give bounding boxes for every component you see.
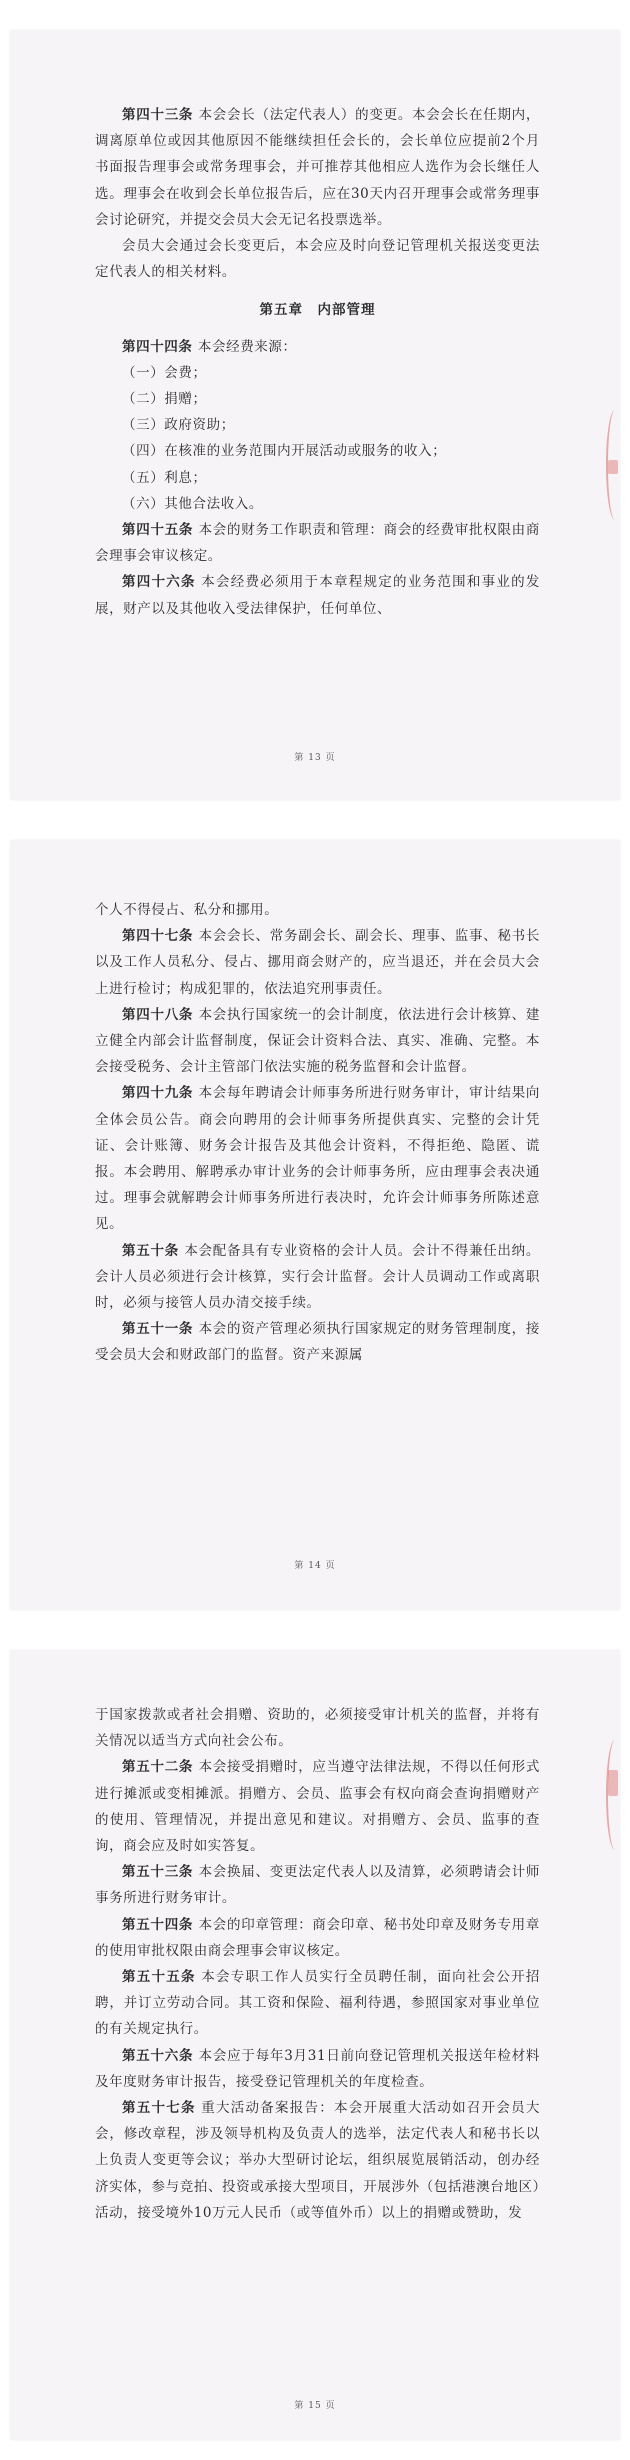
article-number: 第五十一条 (122, 1321, 194, 1338)
seal-stamp-mark (608, 1770, 618, 1796)
article-text: 本会的印章管理：商会印章、秘书处印章及财务专用章的使用审批权限由商会理事会审议核定。 (95, 1916, 541, 1959)
article-55 (95, 1964, 540, 2043)
document-page-14 (10, 840, 620, 1610)
article-number: 第五十三条 (122, 1864, 194, 1881)
article-number: 第四十六条 (122, 574, 196, 591)
article-text: 本会换届、变更法定代表人以及清算，必须聘请会计师事务所进行财务审计。 (95, 1864, 541, 1907)
article-number: 第五十四条 (122, 1916, 194, 1933)
article-43 (95, 102, 540, 233)
article-44 (95, 334, 540, 360)
article-text: 本会的财务工作职责和管理：商会的经费审批权限由商会理事会审议核定。 (95, 522, 541, 565)
page-number: 第 14 页 (294, 1561, 336, 1571)
article-number: 第四十七条 (122, 928, 194, 945)
article-number: 第五十条 (122, 1242, 179, 1259)
article-number: 第五十七条 (122, 2100, 196, 2117)
paragraph-text: 于国家拨款或者社会捐赠、资助的，必须接受审计机关的监督，并将有关情况以适当方式向社会公布。 (95, 1707, 540, 1750)
page-body (95, 897, 540, 1369)
list-item: （三）政府资助； (122, 417, 235, 434)
paragraph-text: 会员大会通过会长变更后，本会应及时向登记管理机关报送变更法定代表人的相关材料。 (95, 238, 540, 281)
list-item: （六）其他合法收入。 (122, 495, 263, 512)
article-text: 重大活动备案报告：本会开展重大活动如召开会员大会，修改章程，涉及领导机构及负责人的选举，法定代表人和秘书长以上负责人变更等会议；举办大型研讨论坛，组织展览展销活动，创办经济实体，参与竞拍、投资或承接大型项目，开展涉外（包括港澳台地区）活动，接受境外10万元人民币（或等值外币）以上的捐赠或赞助，发 (95, 2100, 540, 2221)
article-57 (95, 2095, 540, 2226)
article-text: 本会专职工作人员实行全员聘任制，面向社会公开招聘，并订立劳动合同。其工资和保险、福利待遇，参照国家对事业单位的有关规定执行。 (95, 1969, 540, 2038)
document-page-13 (10, 30, 620, 800)
list-item: （五）利息； (122, 469, 207, 486)
article-49 (95, 1080, 540, 1237)
page-body (95, 1702, 540, 2226)
article-text: 本会接受捐赠时，应当遵守法律法规，不得以任何形式进行摊派或变相摊派。捐赠方、会员、监事会有权向商会查询捐赠财产的使用、管理情况，并提出意见和建议。对捐赠方、会员、监事的查询，商会应及时如实答复。 (95, 1759, 541, 1855)
seal-stamp-mark (608, 460, 618, 474)
article-52 (95, 1754, 540, 1859)
article-54 (95, 1912, 540, 1964)
article-text: 本会配备具有专业资格的会计人员。会计不得兼任出纳。会计人员必须进行会计核算，实行会计监督。会计人员调动工作或离职时，必须与接管人员办清交接手续。 (95, 1242, 541, 1312)
article-number: 第四十五条 (122, 522, 194, 539)
article-number: 第四十四条 (122, 338, 193, 355)
article-number: 第四十九条 (122, 1085, 194, 1102)
chapter-heading: 第五章 内部管理 (259, 302, 376, 319)
page-number: 第 13 页 (294, 753, 336, 763)
list-item: （四）在核准的业务范围内开展活动或服务的收入； (122, 443, 447, 460)
article-text: 本会会长（法定代表人）的变更。本会会长在任期内，调离原单位或因其他原因不能继续担任会长的，会长单位应提前2个月书面报告理事会或常务理事会，并可推荐其他相应人选作为会长继任人选。理事会在收到会长单位报告后，应在30天内召开理事会或常务理事会讨论研究，并提交会员大会无记名投票选举。 (95, 107, 541, 228)
page-number: 第 15 页 (294, 2401, 336, 2411)
paragraph (95, 233, 540, 285)
article-number: 第五十六条 (122, 2047, 194, 2064)
article-48 (95, 1002, 540, 1081)
article-text: 本会每年聘请会计师事务所进行财务审计，审计结果向全体会员公告。商会向聘用的会计师事务所提供真实、完整的会计凭证、会计账簿、财务会计报告及其他会计资料，不得拒绝、隐匿、谎报。本会聘用、解聘承办审计业务的会计师事务所，应由理事会表决通过。理事会就解聘会计师事务所进行表决时，允许会计师事务所陈述意见。 (95, 1085, 541, 1233)
article-text: 本会经费来源： (197, 338, 297, 355)
article-number: 第四十八条 (122, 1006, 194, 1023)
article-number: 第五十二条 (122, 1759, 194, 1776)
list-item: （二）捐赠； (122, 391, 207, 408)
article-number: 第五十五条 (122, 1969, 196, 1986)
article-50 (95, 1238, 540, 1317)
article-number: 第四十三条 (122, 107, 194, 123)
page-body (95, 102, 540, 622)
paragraph (95, 897, 540, 923)
article-text: 本会会长、常务副会长、副会长、理事、监事、秘书长以及工作人员私分、侵占、挪用商会财产的，应当退还，并在会员大会上进行检讨；构成犯罪的，依法追究刑事责任。 (95, 928, 541, 997)
paragraph (95, 1702, 540, 1754)
article-45 (95, 517, 540, 569)
document-page-15 (10, 1650, 620, 2440)
article-53 (95, 1859, 540, 1911)
article-text: 本会经费必须用于本章程规定的业务范围和事业的发展，财产以及其他收入受法律保护，任何单位、 (95, 574, 540, 617)
article-47 (95, 923, 540, 1002)
article-text: 本会应于每年3月31日前向登记管理机关报送年检材料及年度财务审计报告，接受登记管理机关的年度检查。 (95, 2047, 540, 2090)
article-56 (95, 2043, 540, 2095)
article-51 (95, 1316, 540, 1368)
article-text: 本会的资产管理必须执行国家规定的财务管理制度，接受会员大会和财政部门的监督。资产来源属 (95, 1321, 541, 1364)
article-46 (95, 569, 540, 621)
article-text: 本会执行国家统一的会计制度，依法进行会计核算、建立健全内部会计监督制度，保证会计资料合法、真实、准确、完整。本会接受税务、会计主管部门依法实施的税务监督和会计监督。 (95, 1006, 541, 1076)
list-item: （一）会费； (122, 364, 207, 381)
paragraph-text: 个人不得侵占、私分和挪用。 (95, 902, 279, 918)
